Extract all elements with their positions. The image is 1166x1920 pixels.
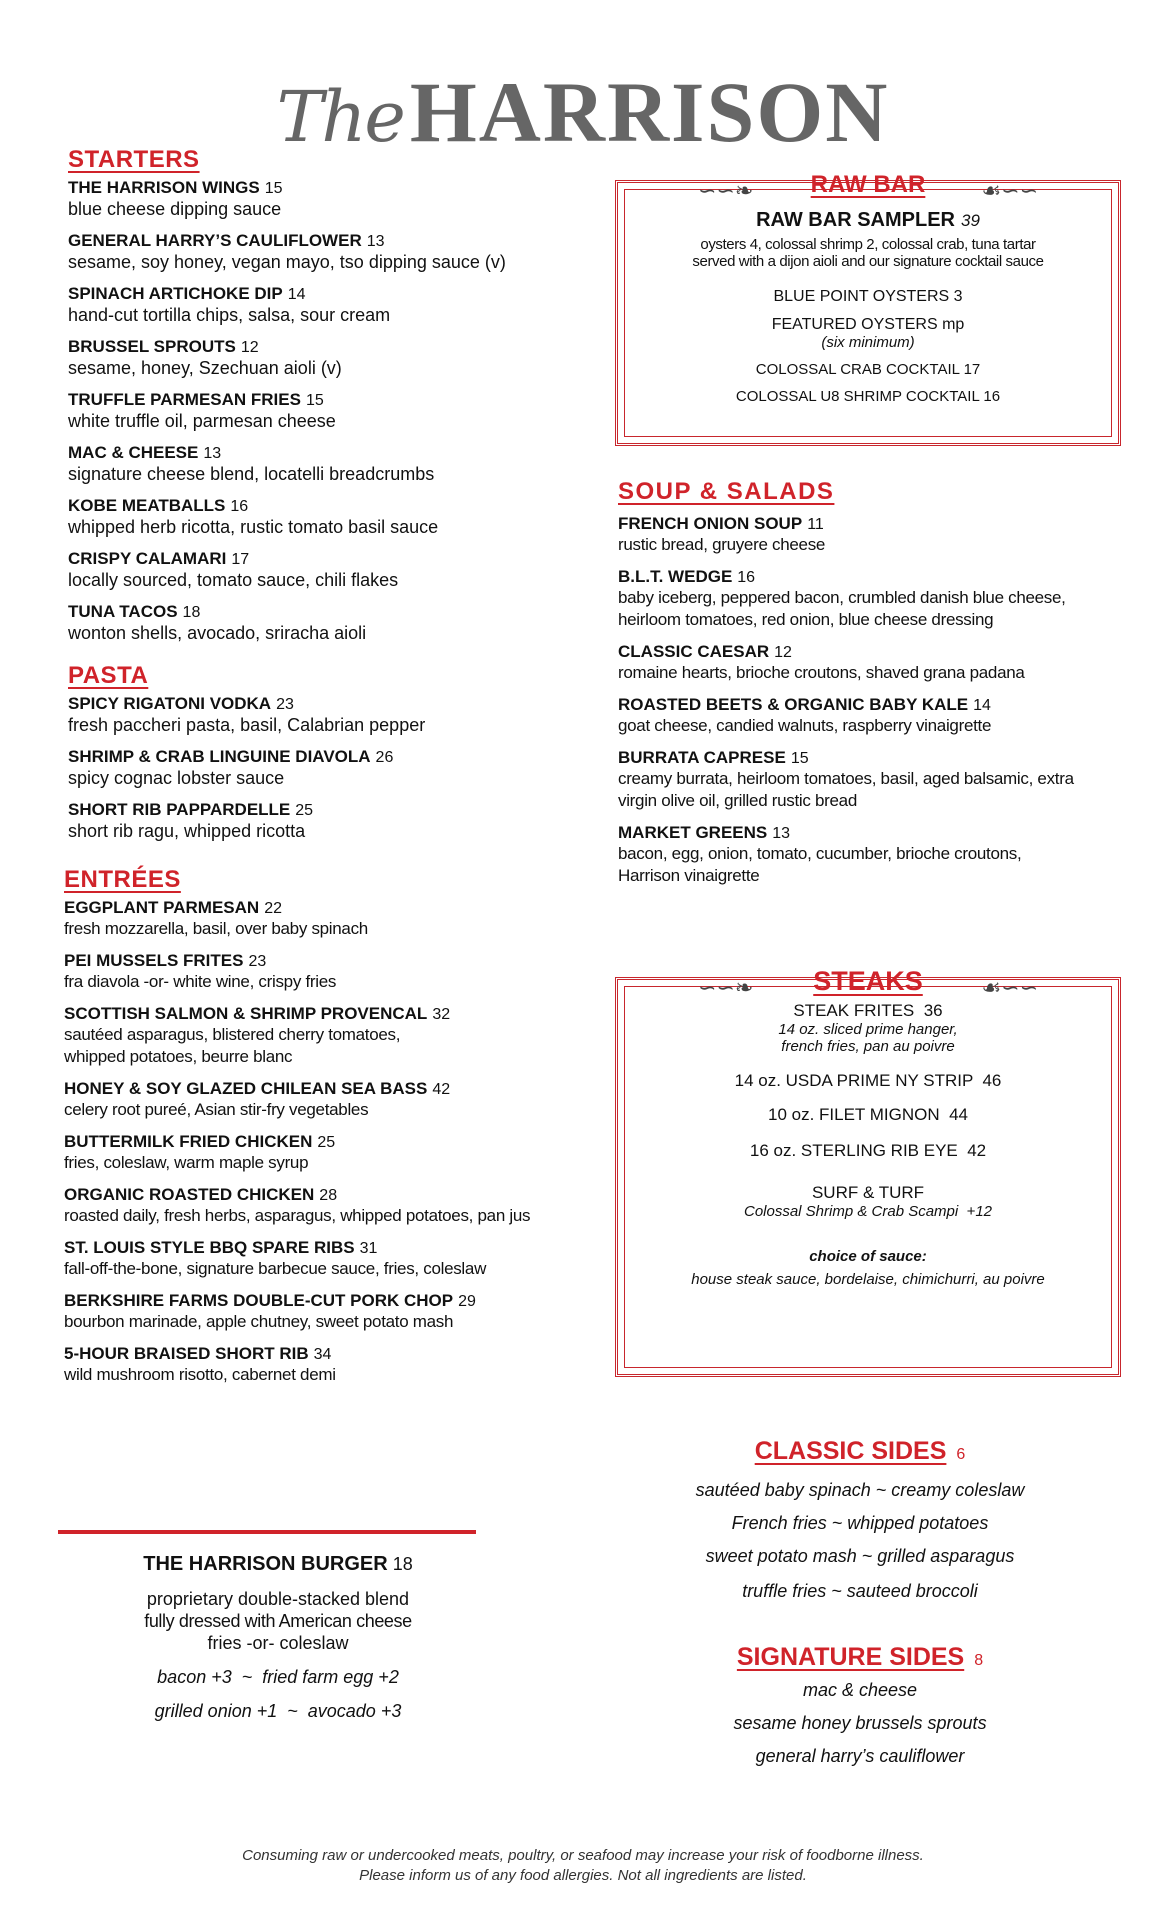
menu-item-price: 11 [807,516,824,533]
menu-item-name: MAC & CHEESE [68,443,199,462]
menu-item-name: BERKSHIRE FARMS DOUBLE-CUT PORK CHOP [64,1291,454,1310]
menu-item-description: bourbon marinade, apple chutney, sweet potato mash [64,1312,454,1331]
signature-sides-section [690,1643,1030,1767]
menu-item-price: 13 [203,445,222,462]
menu-item-description: blue cheese dipping sauce [68,199,282,219]
menu-item-name: BUTTERMILK FRIED CHICKEN [64,1132,313,1151]
menu-item [64,1291,588,1333]
left-flourish-icon: ∽∽❧ [698,976,754,1001]
menu-item-description: creamy burrata, heirloom tomatoes, basil, aged balsamic, extra [618,769,1074,788]
menu-item-price: 13 [366,233,385,250]
burger-section [68,1553,488,1722]
menu-item-price: 17 [231,551,250,568]
menu-item [64,951,588,993]
menu-item [68,694,588,736]
burger-desc1: proprietary double-stacked blend [146,1589,410,1609]
menu-item [68,178,588,220]
menu-item-description: goat cheese, candied walnuts, raspberry vinaigrette [618,716,992,735]
burger-price: 18 [392,1554,413,1574]
menu-item-description: rustic bread, gruyere cheese [618,535,826,554]
menu-item [68,800,588,842]
menu-item-name: SCOTTISH SALMON & SHRIMP PROVENCAL [64,1004,428,1023]
classic-side-line: sautéed baby spinach ~ creamy coleslaw [695,1480,1025,1500]
menu-item-price: 25 [317,1134,336,1151]
menu-item [64,1079,588,1121]
menu-item-price: 31 [359,1240,378,1257]
disclaimer-line2: Please inform us of any food allergies. Not all ingredients are listed. [359,1867,807,1884]
classic-sides-title: CLASSIC SIDES [754,1437,947,1465]
steaks-title: STEAKS [813,966,923,996]
entrees-section [64,866,588,1386]
raw-bar-box [615,171,1121,446]
right-flourish-icon: ☙∽∽ [981,976,1038,1001]
burger-addons1: bacon +3 ~ fried farm egg +2 [157,1667,399,1687]
menu-item [64,1004,588,1068]
menu-item-price: 32 [432,1006,451,1023]
menu-item [618,823,1118,887]
classic-sides-price: 6 [956,1446,966,1463]
logo-the: The [276,76,404,158]
menu-item-description: locally sourced, tomato sauce, chili flakes [68,570,399,590]
classic-side-line: sweet potato mash ~ grilled asparagus [705,1546,1015,1566]
burger-desc2: fully dressed with American cheese [144,1611,412,1631]
menu-item [64,1344,588,1386]
menu-item-price: 15 [790,750,809,767]
menu-item-price: 14 [287,286,306,303]
menu-item-price: 15 [305,392,324,409]
menu-item-description: baby iceberg, peppered bacon, crumbled danish blue cheese, [618,588,1066,607]
menu-item [68,284,588,326]
menu-item-price: 18 [182,604,201,621]
soups-list [618,514,1118,887]
entrees-list [64,898,588,1386]
menu-item-price: 12 [240,339,259,356]
menu-item-name: THE HARRISON WINGS [68,178,260,197]
menu-item-name: SPICY RIGATONI VODKA [68,694,272,713]
raw-bar-sampler-name: RAW BAR SAMPLER [756,209,955,231]
menu-item [68,443,588,485]
steak-frites-desc2: french fries, pan au poivre [781,1038,955,1055]
menu-item [64,1132,588,1174]
menu-item-description: fries, coleslaw, warm maple syrup [64,1153,309,1172]
menu-item-description: romaine hearts, brioche croutons, shaved grana padana [618,663,1025,682]
surf-and-turf-desc: Colossal Shrimp & Crab Scampi +12 [743,1203,993,1220]
entrees-title: ENTRÉES [64,866,181,893]
menu-item [68,747,588,789]
raw-bar-sampler-price: 39 [960,211,980,230]
raw-bar-line2: FEATURED OYSTERS mp [771,316,965,333]
menu-item-description: spicy cognac lobster sauce [68,768,285,788]
signature-sides-title: SIGNATURE SIDES [736,1643,965,1671]
menu-item-price: 28 [319,1187,338,1204]
menu-item-description: fresh mozzarella, basil, over baby spinach [64,919,368,938]
menu-item-name: BURRATA CAPRESE [618,748,786,767]
menu-item-price: 26 [375,749,394,766]
signature-side-line: sesame honey brussels sprouts [733,1713,987,1733]
menu-item-name: FRENCH ONION SOUP [618,514,803,533]
menu-item-name: SPINACH ARTICHOKE DIP [68,284,283,303]
filet-mignon: 10 oz. FILET MIGNON 44 [768,1105,968,1124]
menu-item-name: EGGPLANT PARMESAN [64,898,260,917]
menu-item-price: 29 [458,1293,476,1310]
menu-item-description: fall-off-the-bone, signature barbecue sauce, fries, coleslaw [64,1259,487,1278]
menu-item-description: wonton shells, avocado, sriracha aioli [68,623,367,643]
menu-item-description: bacon, egg, onion, tomato, cucumber, brioche croutons, [618,844,1022,863]
steak-frites-desc1: 14 oz. sliced prime hanger, [778,1021,958,1038]
starters-title: STARTERS [68,146,200,173]
raw-bar-sampler-desc1: oysters 4, colossal shrimp 2, colossal crab, tuna tartar [700,236,1036,253]
menu-item [68,390,588,432]
surf-and-turf: SURF & TURF [811,1183,925,1202]
raw-bar-line3: COLOSSAL CRAB COCKTAIL 17 [755,361,981,378]
menu-item-name: SHORT RIB PAPPARDELLE [68,800,291,819]
right-flourish-icon: ☙∽∽ [981,179,1038,204]
menu-item-price: 12 [774,644,792,661]
classic-sides-section [690,1437,1030,1602]
menu-item-description: virgin olive oil, grilled rustic bread [618,791,857,810]
menu-item-description: celery root pureé, Asian stir-fry vegetables [64,1100,369,1119]
menu-item-description: Harrison vinaigrette [618,866,760,885]
pasta-section [68,662,588,842]
menu-item-name: TUNA TACOS [68,602,178,621]
menu-item-price: 15 [264,180,283,197]
sauce-title: choice of sauce: [809,1248,927,1265]
left-flourish-icon: ∽∽❧ [698,179,754,204]
menu-item [68,549,588,591]
menu-item-description: signature cheese blend, locatelli breadcrumbs [68,464,435,484]
burger-addons2: grilled onion +1 ~ avocado +3 [154,1701,402,1721]
menu-item-name: KOBE MEATBALLS [68,496,226,515]
soups-title: SOUP & SALADS [618,478,835,505]
menu-item [68,496,588,538]
menu-item-price: 42 [432,1081,451,1098]
menu-item-description: sesame, honey, Szechuan aioli (v) [68,358,342,378]
left-column [64,146,588,1397]
menu-item-description: short rib ragu, whipped ricotta [68,821,306,841]
signature-sides-price: 8 [974,1652,984,1669]
raw-bar-sampler-desc2: served with a dijon aioli and our signature cocktail sauce [692,253,1044,270]
steaks-box [615,966,1121,1377]
menu-item [68,337,588,379]
logo-name: HARRISON [409,64,890,160]
menu-item-name: PEI MUSSELS FRITES [64,951,244,970]
menu-item-description: white truffle oil, parmesan cheese [68,411,336,431]
menu-item-price: 23 [276,696,294,713]
menu-item-name: CRISPY CALAMARI [68,549,227,568]
soups-section [618,478,1118,898]
menu-item-description: heirloom tomatoes, red onion, blue cheese dressing [618,610,994,629]
menu-item-description: hand-cut tortilla chips, salsa, sour cream [68,305,391,325]
menu-item [618,748,1118,812]
menu-item-name: HONEY & SOY GLAZED CHILEAN SEA BASS [64,1079,428,1098]
menu-item-name: B.L.T. WEDGE [618,567,733,586]
menu-item [618,695,1118,737]
menu-item-price: 25 [295,802,314,819]
menu-item [64,1238,588,1280]
menu-item-price: 16 [737,569,756,586]
menu-item-description: whipped herb ricotta, rustic tomato basil sauce [68,517,439,537]
menu-item-name: ROASTED BEETS & ORGANIC BABY KALE [618,695,969,714]
burger-divider [58,1530,476,1534]
steak-frites: STEAK FRITES 36 [793,1001,943,1020]
classic-side-line: truffle fries ~ sauteed broccoli [742,1581,978,1601]
menu-item-description: fresh paccheri pasta, basil, Calabrian pepper [68,715,426,735]
menu-item-name: BRUSSEL SPROUTS [68,337,236,356]
menu-item-description: sesame, soy honey, vegan mayo, tso dipping sauce (v) [68,252,506,272]
menu-item [68,231,588,273]
starters-section [68,146,588,644]
menu-item-description: sautéed asparagus, blistered cherry tomatoes, [64,1025,401,1044]
menu-item-name: SHRIMP & CRAB LINGUINE DIAVOLA [68,747,371,766]
menu-item-description: whipped potatoes, beurre blanc [64,1047,293,1066]
burger-desc3: fries -or- coleslaw [207,1633,349,1653]
signature-side-line: general harry’s cauliflower [755,1746,965,1766]
raw-bar-line4: COLOSSAL U8 SHRIMP COCKTAIL 16 [735,388,1001,405]
raw-bar-line1: BLUE POINT OYSTERS 3 [773,288,963,305]
menu-item-description: roasted daily, fresh herbs, asparagus, whipped potatoes, pan jus [64,1206,531,1225]
sauce-list: house steak sauce, bordelaise, chimichurri, au poivre [691,1271,1045,1288]
menu-item-name: ST. LOUIS STYLE BBQ SPARE RIBS [64,1238,355,1257]
classic-side-line: French fries ~ whipped potatoes [731,1513,989,1533]
menu-item [68,602,588,644]
menu-item [618,642,1118,684]
pasta-list [68,694,588,842]
raw-bar-line2-note: (six minimum) [821,334,915,351]
menu-item-name: GENERAL HARRY’S CAULIFLOWER [68,231,362,250]
menu-item-description: fra diavola -or- white wine, crispy fries [64,972,337,991]
menu-item-price: 13 [772,825,791,842]
menu-item-name: TRUFFLE PARMESAN FRIES [68,390,301,409]
menu-item [64,898,588,940]
burger-name: THE HARRISON BURGER [143,1553,388,1575]
raw-bar-title: RAW BAR [810,171,926,198]
menu-item-name: MARKET GREENS [618,823,768,842]
rib-eye: 16 oz. STERLING RIB EYE 42 [749,1141,987,1160]
menu-item [618,567,1118,631]
menu-item-price: 14 [973,697,991,714]
menu-item-price: 34 [313,1346,332,1363]
menu-item [618,514,1118,556]
allergy-disclaimer [0,1846,1166,1886]
signature-side-line: mac & cheese [802,1680,918,1700]
menu-item-name: ORGANIC ROASTED CHICKEN [64,1185,315,1204]
menu-item-price: 23 [248,953,267,970]
menu-item-description: wild mushroom risotto, cabernet demi [64,1365,336,1384]
pasta-title: PASTA [68,662,149,689]
starters-list [68,178,588,644]
ny-strip: 14 oz. USDA PRIME NY STRIP 46 [734,1071,1002,1090]
menu-item-price: 16 [230,498,249,515]
disclaimer-line1: Consuming raw or undercooked meats, poultry, or seafood may increase your risk of foodborne illness. [242,1847,924,1864]
menu-item [64,1185,588,1227]
menu-item-price: 22 [264,900,282,917]
menu-item-name: CLASSIC CAESAR [618,642,770,661]
menu-item-name: 5-HOUR BRAISED SHORT RIB [64,1344,309,1363]
